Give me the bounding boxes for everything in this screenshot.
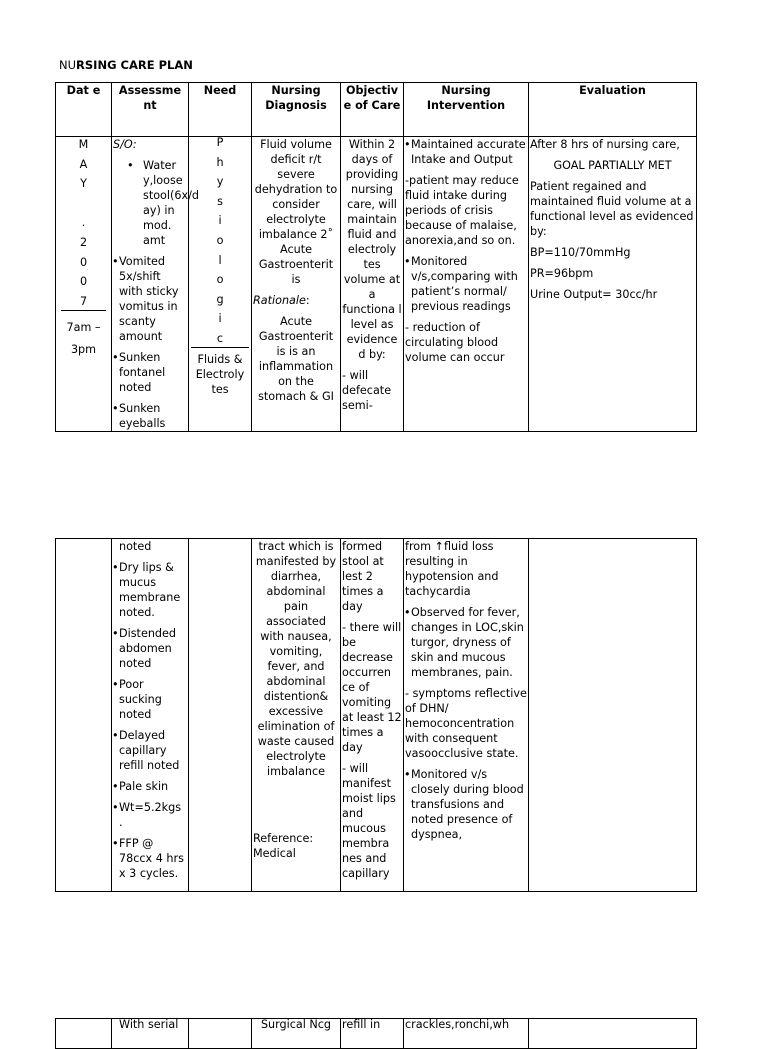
intervention-item: • Observed for fever, changes in LOC,skin turgor, dryness of skin and mucous membranes, pain. (405, 605, 527, 680)
objective-cell (341, 137, 404, 432)
assessment-item: • Delayed capillary refill noted (113, 728, 187, 773)
diagnosis-text: tract which is manifested by diarrhea, abdominal pain associated with nausea, vomiting, fever, and abdominal distention& excessive elimination of waste caused electrolyte imbalance (255, 540, 337, 778)
need-letters: P h y s i o l o g i c (216, 136, 224, 345)
intervention-item: • Maintained accurate Intake and Output (405, 137, 527, 167)
need-cell (189, 539, 252, 892)
header-date: Dat e (56, 83, 112, 137)
header-intervention: Nursing Intervention (404, 83, 529, 137)
care-plan-table-page-3 (55, 1018, 697, 1049)
assessment-item: • Poor sucking noted (113, 677, 187, 722)
evaluation-goal: GOAL PARTIALLY MET (553, 159, 672, 172)
assessment-item: • Distended abdomen noted (113, 626, 187, 671)
need-cell (189, 1019, 252, 1049)
diagnosis-cell (252, 1019, 341, 1049)
header-evaluation: Evaluation (529, 83, 697, 137)
intervention-rationale: - reduction of circulating blood volume can occur (405, 321, 505, 364)
assessment-cell (112, 539, 189, 892)
intervention-rationale: - symptoms reflective of DHN/ hemoconcentration with consequent vasoocclusive state. (405, 687, 527, 760)
diagnosis-cell (252, 539, 341, 892)
intervention-rationale: -patient may reduce fluid intake during periods of crisis because of malaise, anorexia,and so on. (405, 174, 519, 247)
assessment-item: • Dry lips & mucus membrane noted. (113, 560, 187, 620)
objective-text-b: - will defecate semi- (342, 369, 392, 412)
intervention-cont: crackles,ronchi,wh (405, 1018, 510, 1031)
assessment-cell (112, 137, 199, 432)
assessment-cell (112, 1019, 189, 1049)
objective-cell (341, 1019, 404, 1049)
objective-text: formed stool at lest 2 times a day (342, 540, 384, 613)
rationale-text: Acute Gastroenterit is is an inflammation on the stomach & GI (258, 315, 334, 403)
evaluation-bp: BP=110/70mmHg (530, 246, 631, 259)
reference-text: Reference: Medical (253, 832, 314, 860)
header-objective: Objectiv e of Care (341, 83, 404, 137)
assessment-item: • Sunken eyeballs (113, 401, 187, 431)
rationale-label: Rationale (253, 294, 306, 307)
assessment-item: • FFP @ 78ccx 4 hrs x 3 cycles. (113, 836, 187, 881)
document-title: NURSING CARE PLAN (59, 58, 193, 72)
objective-text: - will manifest moist lips and mucous membra nes and capillary (342, 762, 396, 880)
intervention-cell (404, 539, 529, 892)
so-label: S/O: (113, 138, 137, 151)
evaluation-cell (529, 1019, 697, 1049)
objective-cont: refill in (342, 1018, 381, 1031)
date-cell (56, 539, 112, 892)
objective-text: - there will be decrease occurren ce of vomiting at least 12 times a day (342, 621, 402, 754)
diagnosis-cont: Surgical Ncg (260, 1018, 332, 1031)
evaluation-line: Patient regained and maintained fluid volume at a functional level as evidenced by: (530, 180, 694, 238)
date-cell (56, 1019, 112, 1049)
evaluation-cell (529, 137, 697, 432)
assessment-item: • Wt=5.2kgs . (113, 800, 187, 830)
header-assessment: Assessme nt (112, 83, 189, 137)
diagnosis-cell: Fluid volume deficit r/t severe dehydration to consider electrolyte imbalance 2˚ Acute Gastroenterit is Rationale: Acute Gastroenterit is is an inflammation on the stomach & GI (252, 137, 341, 432)
objective-text: Within 2 days of providing nursing care, will maintain fluid and electroly tes volume at a functiona l level as evidence d by: (342, 138, 402, 361)
intervention-cell (404, 137, 529, 432)
time-range: 7am – 3pm (66, 320, 101, 356)
care-plan-table-page-1 (55, 82, 697, 432)
diagnosis-text: Fluid volume deficit r/t severe dehydration to consider electrolyte imbalance 2˚ Acute Gastroenterit is (254, 138, 338, 286)
intervention-item: • Monitored v/s,comparing with patient’s normal/ previous readings (405, 254, 527, 314)
evaluation-cell (529, 539, 697, 892)
assessment-item: • Water y,loose stool(6x/d ay) in mod. amt (113, 158, 187, 248)
evaluation-urine: Urine Output= 30cc/hr (530, 288, 658, 301)
assessment-item: • Sunken fontanel noted (113, 350, 187, 395)
evaluation-line: After 8 hrs of nursing care, (530, 138, 680, 151)
date-letters: M A Y . 2 0 0 7 (78, 138, 89, 308)
intervention-item: • Monitored v/s closely during blood transfusions and noted presence of dyspnea, (405, 767, 527, 842)
intervention-rationale: from ↑fluid loss resulting in hypotension and tachycardia (405, 540, 499, 598)
date-cell (56, 137, 112, 432)
evaluation-pr: PR=96bpm (530, 267, 594, 280)
objective-cell (341, 539, 404, 892)
header-diagnosis: Nursing Diagnosis (252, 83, 341, 137)
header-need: Need (189, 83, 252, 137)
assessment-cont: With serial (119, 1018, 179, 1031)
assessment-item: • Pale skin (113, 779, 187, 794)
need-label: Fluids & Electroly tes (195, 352, 245, 396)
intervention-cell (404, 1019, 529, 1049)
assessment-cont: noted (119, 540, 152, 553)
assessment-item: • Vomited 5x/shift with sticky vomitus in scanty amount (113, 254, 187, 344)
need-cell (189, 137, 252, 432)
care-plan-table-page-2 (55, 538, 697, 892)
